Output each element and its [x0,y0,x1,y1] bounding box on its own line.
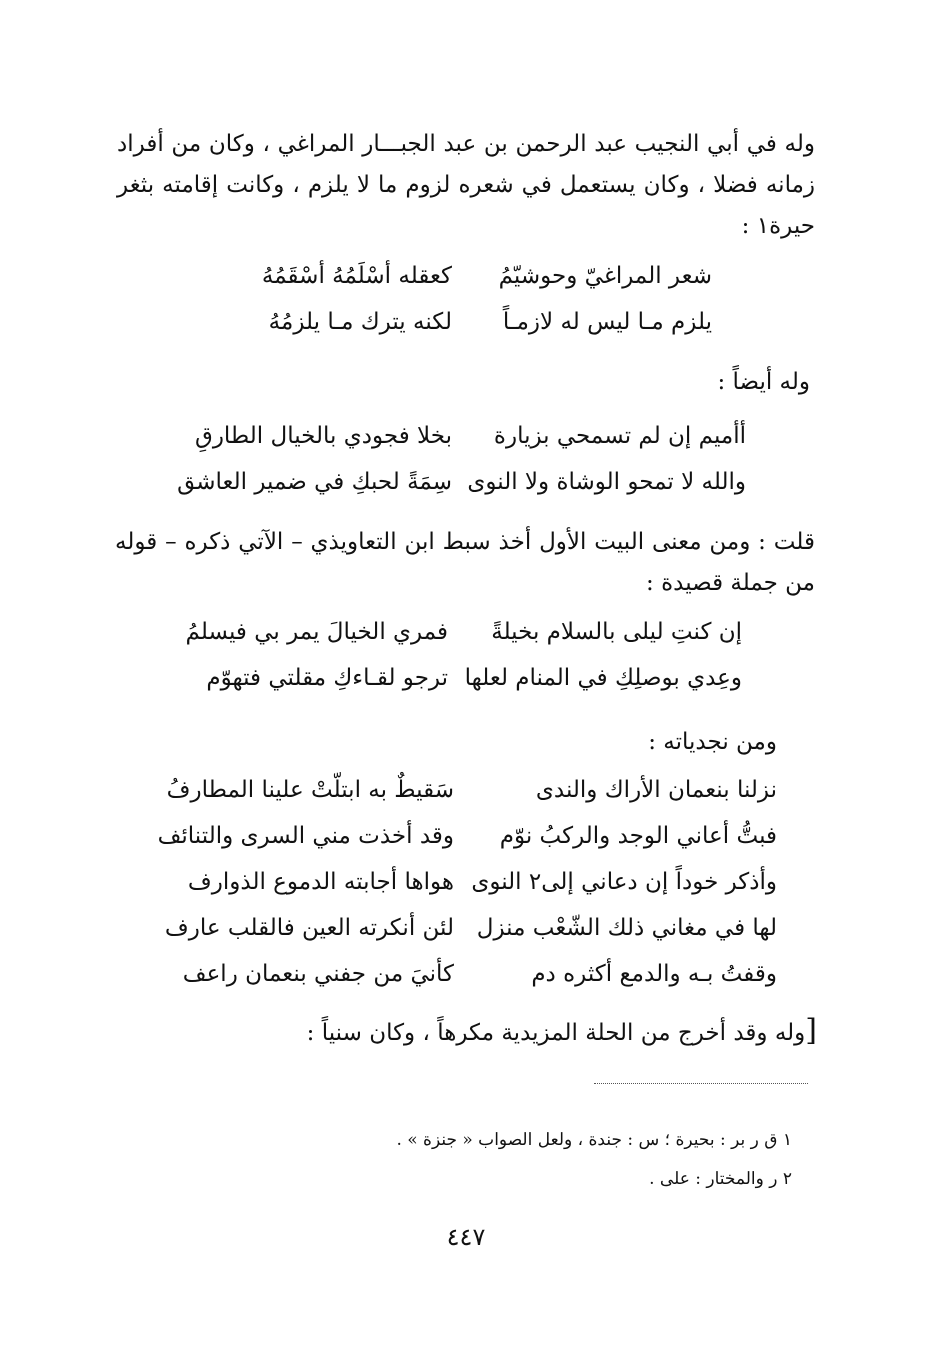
second-hemistich: سِمَةً لحبكِ في ضمير العاشق [177,469,452,495]
poem-3 [0,612,932,704]
first-hemistich: أأميم إن لم تسمحي بزيارة [493,423,746,449]
second-hemistich: سَقيطٌ به ابتلّتْ علينا المطارفُ [166,777,454,803]
first-hemistich: شعر المراغيّ وحوشيّمُ [498,263,712,289]
verse-line [0,302,932,348]
verse-line [0,954,932,1000]
second-hemistich: ترجو لقـاءكِ مقلتي فتهوّم [206,665,448,691]
closing-line [297,1010,817,1054]
verse-line [0,256,932,302]
first-hemistich: لها في مغاني ذلك الشّعْب منزل [476,915,777,941]
first-hemistich: والله لا تمحو الوشاة ولا النوى [467,469,746,495]
first-hemistich: إن كنتِ ليلى بالسلام بخيلةً [491,619,742,645]
first-hemistich: وعِدي بوصلِكِ في المنام لعلها [464,665,742,691]
second-hemistich: لكنه يترك مـا يلزمُهُ [268,309,452,335]
verse-line [0,862,932,908]
footnote-2: ٢ ر والمختار : على . [649,1169,792,1189]
second-hemistich: فمري الخيالَ يمر بي فيسلمُ [185,619,448,645]
verse-line [0,416,932,462]
opening-bracket: [ [805,1013,817,1048]
footnote-divider [594,1083,808,1084]
verse-line [0,462,932,508]
intro-paragraph: وله في أبي النجيب عبد الرحمن بن عبد الجبـــار المراغي ، وكان من أفراد زمانه فضلا ، وكان يستعمل في شعره لزوم ما لا يلزم ، وكانت إقامته بثغر حيرة١ : [117,131,815,239]
second-hemistich: كعقله أسْلَمُهُ أسْقَمُهُ [261,263,452,289]
first-hemistich: فبتُّ أعاني الوجد والركبُ نوّم [499,823,777,849]
second-hemistich: لئن أنكرته العين فالقلب عارف [164,915,454,941]
verse-line [0,658,932,704]
section-heading-najdiyat: ومن نجدياته : [648,729,777,755]
poem-4 [0,770,932,1000]
second-hemistich: بخلا فجودي بالخيال الطارقِ [194,423,452,449]
second-hemistich: كأنيَ من جفني بنعمان راعف [182,961,454,987]
second-hemistich: هواها أجابته الدموع الذوارف [187,869,454,895]
closing-text: وله وقد أخرج من الحلة المزيدية مكرهاً ، وكان سنياً : [306,1020,806,1046]
verse-line [0,612,932,658]
poem-2 [0,416,932,508]
first-hemistich: نزلنا بنعمان الأراك والندى [535,777,777,803]
first-hemistich: وأذكر خوداً إن دعاني إلى٢ النوى [471,869,777,895]
page-number: ٤٤٧ [446,1223,486,1251]
footnote-1: ١ ق ر بر : بحيرة ؛ س : جندة ، ولعل الصواب « جنزة » . [396,1130,792,1150]
verse-line [0,770,932,816]
poem-1 [0,256,932,348]
verse-line [0,908,932,954]
editor-note-paragraph: قلت : ومن معنى البيت الأول أخذ سبط ابن التعاويذي – الآتي ذكره – قوله من جملة قصيدة : [115,529,815,596]
first-hemistich: يلزم مـا ليس له لازمـاً [502,309,712,335]
second-hemistich: وقد أخذت مني السرى والتنائف [157,823,454,849]
verse-line [0,816,932,862]
section-heading-also: وله أيضاً : [717,369,810,395]
first-hemistich: وقفتُ بـه والدمع أكثره دم [531,961,777,987]
